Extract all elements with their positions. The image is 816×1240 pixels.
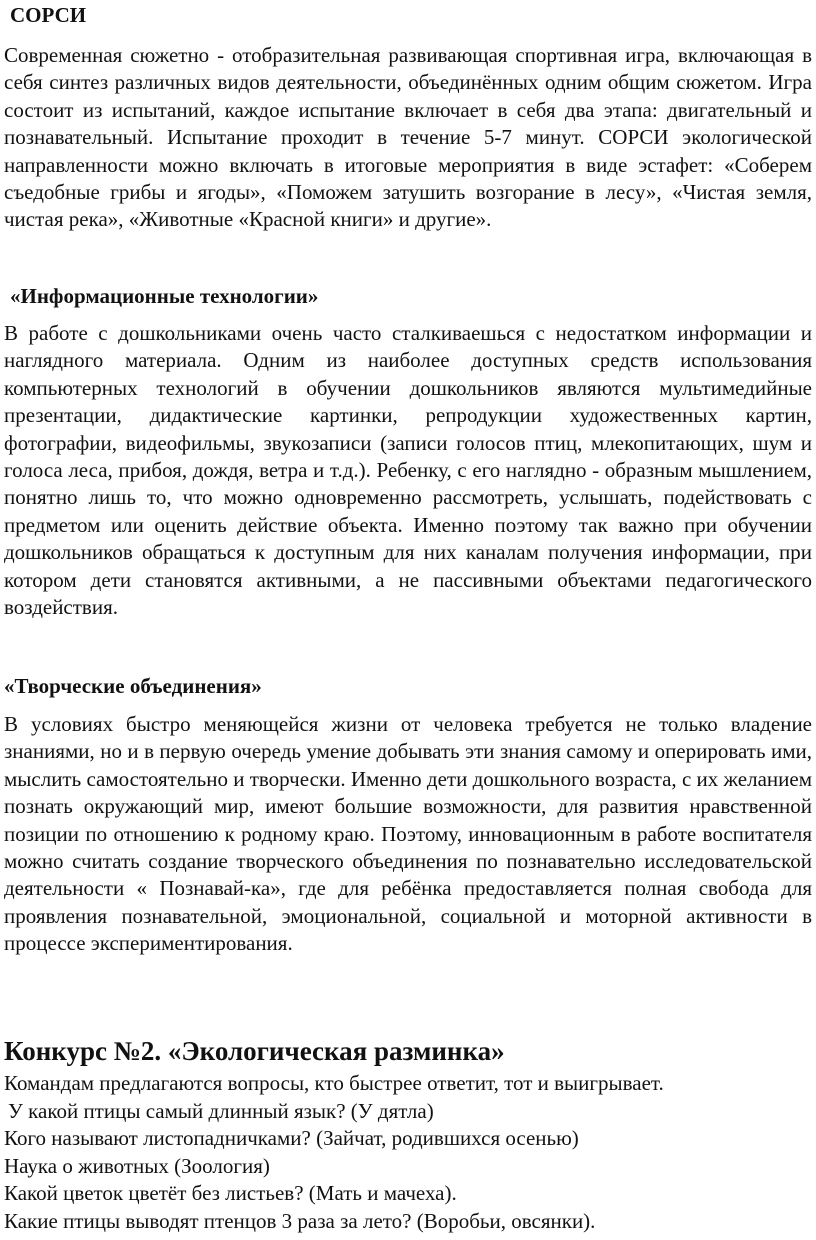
section-text-creative-associations: В условиях быстро меняющейся жизни от человека требуется не только владение знаниями, но и в первую очередь умение добывать эти знания самому и оперировать ими, мыслить самостоятельно и творчески. Именно дети дошкольного возраста, с их желанием познать окружающий мир, имеют большие возможности, для развития нравственной позиции по отношению к родному краю. Поэтому, инновационным в работе воспитателя можно считать создание творческого объединения по познавательно исследовательской деятельности « Познавай-ка», где для ребёнка предоставляется полная свобода для проявления познавательной, эмоциональной, социальной и моторной активности в процессе экспериментирования. [4,712,812,956]
contest-question-list [4,1070,812,1236]
contest-question-item: Какие птицы выводят птенцов 3 раза за лето? (Воробьи, овсянки). [4,1208,596,1233]
contest-title: Конкурс №2. «Экологическая разминка» [4,1036,505,1066]
contest-question-item: У какой птицы самый длинный язык? (У дятла) [8,1098,434,1123]
contest-question-item: Кого называют листопадничками? (Зайчат, родившихся осенью) [4,1126,579,1151]
contest-question-item: Какой цветок цветёт без листьев? (Мать и мачеха). [4,1181,457,1206]
contest-intro-line: Командам предлагаются вопросы, кто быстрее ответит, тот и выигрывает. [4,1071,664,1095]
section-text-sorsi: Современная сюжетно - отобразительная развивающая спортивная игра, включающая в себя синтез различных видов деятельности, объединённых одним общим сюжетом. Игра состоит из испытаний, каждое испытание включает в себя два этапа: двигательный и познавательный. Испытание проходит в течение 5-7 минут. СОРСИ экологической направленности можно включать в итоговые мероприятия в виде эстафет: «Соберем съедобные грибы и ягоды», «Поможем затушить возгорание в лесу», «Чистая земля, чистая река», «Животные «Красной книги» и другие». [4,43,812,232]
section-title-information-technologies: «Информационные технологии» [10,284,319,308]
section-text-information-technologies: В работе с дошкольниками очень часто сталкиваешься с недостатком информации и наглядного материала. Одним из наиболее доступных средств использования компьютерных технологий в обучении дошкольников являются мультимедийные презентации, дидактические картинки, репродукции художественных картин, фотографии, видеофильмы, звукозаписи (записи голосов птиц, млекопитающих, шум и голоса леса, прибоя, дождя, ветра и т.д.). Ребенку, с его наглядно - образным мышлением, понятно лишь то, что можно одновременно рассмотреть, услышать, подействовать с предметом или оценить действие объекта. Именно поэтому так важно при обучении дошкольников обращаться к доступным для них каналам получения информации, при котором дети становятся активными, а не пассивными объектами педагогического воздействия. [4,321,812,620]
section-title-sorsi: СОРСИ [10,3,87,27]
contest-question-item: Наука о животных (Зоология) [4,1153,270,1178]
section-title-creative-associations: «Творческие объединения» [4,674,262,698]
